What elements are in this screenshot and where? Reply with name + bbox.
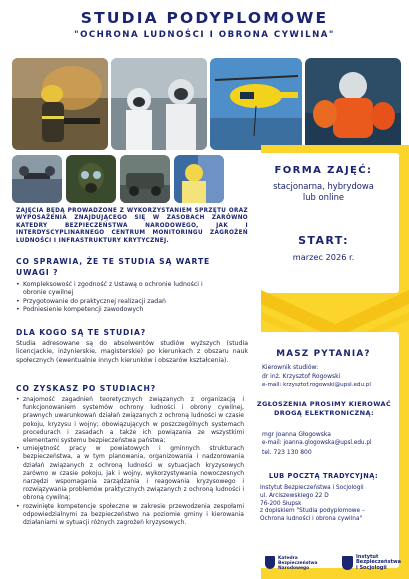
address-line: Ochrona ludności i obrona cywilna" [260,516,363,523]
address-line: 76-200 Słupsk [260,500,302,507]
gains-heading: CO ZYSKASZ PO STUDIACH? [16,384,157,393]
why-heading-cont: UWAGI ? [16,268,59,277]
photo-lab-technician [174,155,224,203]
address-line: z dopiskiem "Studia podyplomowe – [260,508,365,515]
page-title: STUDIA PODYPLOMOWE [80,9,329,27]
address-line: ul. Arciszewskiego 22 D [260,492,329,499]
why-heading: CO SPRAWIA, ŻE TE STUDIA SĄ WARTE [16,257,211,266]
intro-text: ZAJĘCIA BĘDĄ PROWADZONE Z WYKORZYSTANIEM SPRZĘTU ORAZ WYPOSAŻENIA ZNAJDUJĄCEGO SIĘ W ZASOBACH ZARÓWNO KATEDRY BEZPIECZEŃSTWA NARODOWEGO, JAK I INTERDYSCYPLINARNEGO CENTRUM MONITORINGU ZAGROŻEŃ LUDNOŚCI I INFRASTRUKTURY KRYTYCZNEJ. [16,208,248,244]
photo-sea-rescue [305,58,401,150]
apply-email: e-mail: joanna.glogowska@upsl.edu.pl [262,440,372,446]
page-subtitle: "OCHRONA LUDNOŚCI I OBRONA CYWILNA" [74,30,335,40]
photo-hazmat-team [111,58,207,150]
apply-name: mgr Joanna Głogowska [262,431,331,438]
address-line: Instytut Bezpieczeństwa i Socjologii [260,485,364,491]
why-list [16,281,221,315]
form-heading: FORMA ZAJĘĆ: [274,165,373,176]
photo-firefighter [12,58,108,150]
for-whom-text: Studia adresowane są do absolwentów studiów wyższych (studia licencjackie, inżynierskie, magisterskie) po kierunkach z obszaru nauk społecznych (ewentualnie innych kierunków i obszarów kształcenia). [16,340,248,364]
start-heading: START: [298,234,349,247]
start-value: marzec 2026 r. [292,252,355,262]
shield-icon [342,556,353,570]
photo-gas-mask [66,155,116,203]
logo-instytut-line: i Socjologii [356,564,387,571]
post-heading: LUB POCZTĄ TRADYCYJNĄ: [268,472,379,480]
for-whom-heading: DLA KOGO SĄ TE STUDIA? [16,328,147,337]
apply-heading: ZGŁOSZENIA PROSIMY KIEROWAĆ DROGĄ ELEKTRONICZNĄ: [256,400,392,417]
photo-military-vehicle [120,155,170,203]
list-item: • Podniesienie kompetencji zawodowych [16,306,221,314]
form-value: stacjonarna, hybrydowa lub online [273,181,374,202]
manager-name: dr inż. Krzysztof Rogowski [262,373,341,380]
gains-list [16,396,244,527]
photo-drone [12,155,62,203]
logo-katedra-text: Katedra Bezpieczeństwa Narodowego [278,556,318,571]
manager-label: Kierownik studiów: [262,364,319,371]
list-item: • Kompleksowość i zgodność z Ustawą o ochronie ludności i obronie cywilnej [16,281,221,298]
photo-rescue-helicopter [210,58,302,150]
list-item: • rozwinięte kompetencje społeczne w zakresie przewodzenia zespołami odpowiedzialnymi za bezpieczeństwo na poziomie gminy i kierowania działaniami w sytuacji różnych zagrożeń kryzysowych. [16,503,244,528]
logo-katedra [265,555,333,571]
manager-email: e-mail: krzysztof.rogowski@upsl.edu.pl [262,382,371,388]
logo-instytut [342,555,402,573]
list-item: • Przygotowanie do praktycznej realizacji zadań [16,298,221,306]
questions-heading: MASZ PYTANIA? [276,349,371,359]
logo-instytut-line: Bezpieczeństwa [356,559,401,566]
shield-icon [265,556,275,569]
logo-instytut-line: Instytut [356,554,379,560]
post-address [260,485,400,524]
list-item: • znajomość zagadnień teoretycznych związanych z organizacją i funkcjonowaniem systemów ochrony ludności i obrony cywilnej, prawnych uwarunkowań działań związanych z ochroną ludności w czasie pokoju, kryzysu i wojny; obowiązujących w poszczególnych systemach procedurach i zasadach a także ich powiązania ze wszystkimi elementami systemu bezpieczeństwa państwa; [16,396,244,445]
list-item: • umiejętność pracy w powiatowych i gminnych strukturach bezpieczeństwa, a w tym planowania, organizowania i nadzorowania działań związanych z ochroną ludności w sytuacjach kryzysowych zarówno w czasie pokoju, jak i wojny, wykorzystywania nowoczesnych narzędzi wspomagania zarządzania i reagowania kryzysowego i rozwiązywania problemów praktycznych związanych z ochroną ludności i obroną cywilną; [16,445,244,502]
apply-phone: tel. 723 130 800 [262,449,312,456]
